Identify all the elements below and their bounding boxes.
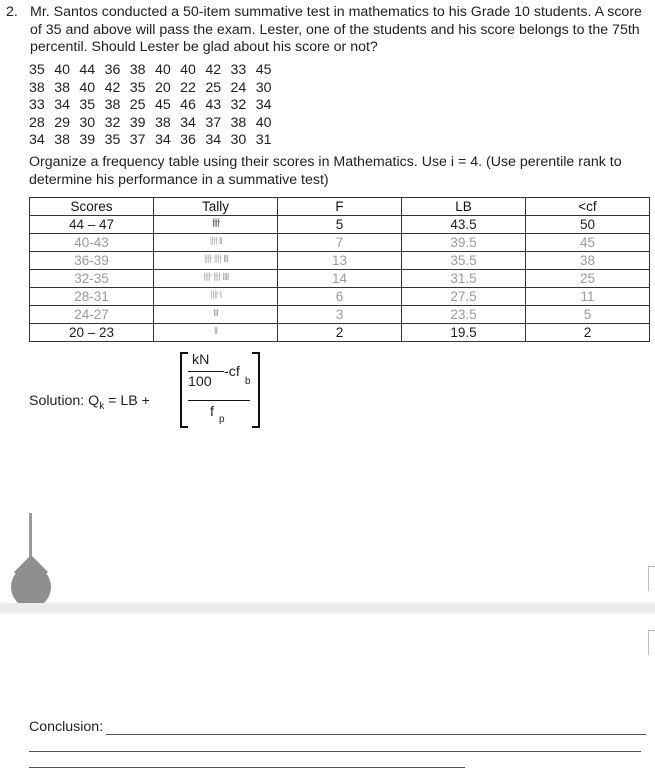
cell-tally: 卌 [154, 216, 278, 234]
score-value: 36 [180, 132, 196, 148]
score-value: 31 [255, 132, 272, 148]
score-value: 43 [205, 97, 222, 113]
right-bracket [252, 352, 260, 428]
table-row [30, 306, 650, 324]
cell-lb: 19.5 [402, 324, 526, 342]
score-value: 30 [79, 114, 96, 131]
score-value: 42 [205, 62, 222, 78]
cell-f: 13 [278, 252, 402, 270]
score-row [29, 80, 281, 98]
problem-number: 2. [6, 4, 18, 20]
score-value: 38 [154, 114, 171, 131]
score-value: 33 [230, 62, 247, 78]
cell-f: 5 [278, 216, 402, 234]
cell-scores: 36-39 [30, 252, 154, 270]
score-row [29, 62, 281, 80]
score-value: 24 [230, 79, 247, 96]
conclusion-line-2[interactable] [29, 751, 641, 752]
cell-f: 3 [278, 306, 402, 324]
score-value: 32 [230, 97, 247, 113]
score-value: 38 [54, 79, 70, 96]
cell-scores: 20 – 23 [30, 324, 154, 342]
score-value: 32 [104, 114, 121, 131]
formula-kn: kN [192, 352, 210, 368]
percentile-formula [88, 348, 268, 428]
cell-cf: 11 [526, 288, 650, 306]
pin-head-icon [11, 566, 51, 608]
cell-lb: 31.5 [402, 270, 526, 288]
score-value: 44 [79, 62, 96, 78]
score-value: 37 [129, 132, 146, 148]
score-value: 45 [154, 97, 171, 113]
cell-scores: 44 – 47 [30, 216, 154, 234]
cell-scores: 32-35 [30, 270, 154, 288]
cell-lb: 23.5 [402, 306, 526, 324]
left-bracket [180, 352, 188, 428]
subscript-b: b [245, 376, 251, 387]
score-value: 28 [29, 114, 45, 131]
cell-lb: 43.5 [402, 216, 526, 234]
cell-cf: 25 [526, 270, 650, 288]
score-value: 34 [205, 132, 222, 148]
instruction-text: Organize a frequency table using their scores in Mathematics. Use i = 4. (Use perentile rank to determine his performance in a summative test) [29, 154, 622, 188]
fraction-bar-outer [188, 400, 250, 401]
cell-scores: 24-27 [30, 306, 154, 324]
score-value: 30 [255, 79, 272, 96]
cell-lb: 35.5 [402, 252, 526, 270]
score-value: 30 [230, 132, 247, 148]
score-row [29, 115, 281, 133]
table-header-row [30, 198, 650, 216]
score-value: 46 [180, 97, 196, 113]
score-value: 34 [29, 132, 45, 148]
score-row [29, 97, 281, 115]
score-value: 20 [154, 79, 171, 96]
cell-cf: 50 [526, 216, 650, 234]
solution-equals: = LB + [108, 393, 150, 409]
formula-f: f [210, 404, 214, 420]
score-value: 22 [180, 79, 196, 96]
score-value: 37 [205, 114, 222, 131]
conclusion-line-3[interactable] [29, 767, 465, 768]
header-lb: LB [402, 198, 526, 216]
score-value: 40 [154, 62, 171, 78]
table-row [30, 324, 650, 342]
score-value: 39 [79, 132, 96, 148]
cell-tally: 卌 ll [154, 234, 278, 252]
table-row [30, 234, 650, 252]
cell-cf: 5 [526, 306, 650, 324]
formula-100: 100 [188, 374, 212, 390]
table-row [30, 252, 650, 270]
score-value: 38 [129, 62, 146, 78]
table-row [30, 270, 650, 288]
score-value: 25 [129, 97, 146, 113]
score-value: 38 [29, 79, 45, 96]
raw-scores [29, 62, 281, 150]
score-value: 33 [29, 97, 45, 113]
cell-tally: 卌 l [154, 288, 278, 306]
score-value: 39 [129, 114, 146, 131]
score-value: 34 [154, 132, 171, 148]
score-row [29, 132, 281, 150]
cell-f: 7 [278, 234, 402, 252]
score-value: 38 [54, 132, 70, 148]
solution-q: Solution: Q [29, 393, 100, 409]
score-value: 25 [205, 79, 222, 96]
cell-f: 2 [278, 324, 402, 342]
score-value: 35 [104, 132, 121, 148]
score-value: 40 [255, 114, 272, 131]
score-value: 36 [104, 62, 121, 78]
cell-tally: ll [154, 324, 278, 342]
cell-f: 14 [278, 270, 402, 288]
conclusion-line-1[interactable] [106, 734, 646, 735]
score-value: 42 [104, 79, 121, 96]
fraction-bar-inner [188, 371, 224, 372]
table-row [30, 216, 650, 234]
score-value: 38 [104, 97, 121, 113]
cell-scores: 28-31 [30, 288, 154, 306]
score-value: 34 [255, 97, 272, 113]
frequency-table [29, 197, 650, 342]
formula-cf: -cf [224, 364, 240, 380]
subscript-k: k [99, 400, 105, 412]
cell-tally: 卌 卌 llll [154, 270, 278, 288]
conclusion-label: Conclusion: [29, 719, 104, 735]
header-tally: Tally [154, 198, 278, 216]
header-cf: <cf [526, 198, 650, 216]
subscript-p: p [219, 414, 225, 425]
header-f: F [278, 198, 402, 216]
score-value: 35 [129, 79, 146, 96]
cell-lb: 39.5 [402, 234, 526, 252]
score-value: 40 [54, 62, 70, 78]
cell-scores: 40-43 [30, 234, 154, 252]
cell-lb: 27.5 [402, 288, 526, 306]
cell-tally: lll [154, 306, 278, 324]
score-value: 45 [255, 62, 272, 78]
cell-f: 6 [278, 288, 402, 306]
cell-cf: 45 [526, 234, 650, 252]
header-scores: Scores [30, 198, 154, 216]
score-value: 29 [54, 114, 70, 131]
score-value: 38 [230, 114, 247, 131]
cell-cf: 2 [526, 324, 650, 342]
score-value: 35 [29, 62, 45, 78]
cell-tally: 卌 卌 lll [154, 252, 278, 270]
page-edge-bottom [648, 630, 655, 655]
score-value: 34 [54, 97, 70, 113]
score-value: 40 [79, 79, 96, 96]
score-value: 34 [180, 114, 196, 131]
table-row [30, 288, 650, 306]
score-value: 35 [79, 97, 96, 113]
page-edge-top [648, 566, 655, 591]
score-value: 40 [180, 62, 196, 78]
cell-cf: 38 [526, 252, 650, 270]
page-divider [0, 603, 655, 613]
problem-text: Mr. Santos conducted a 50-item summative test in mathematics to his Grade 10 students. A score of 35 and above will pass the exam. Lester, one of the students and his score belongs to the 75th percentil. Should Lester be glad about his score or not? [30, 4, 642, 55]
